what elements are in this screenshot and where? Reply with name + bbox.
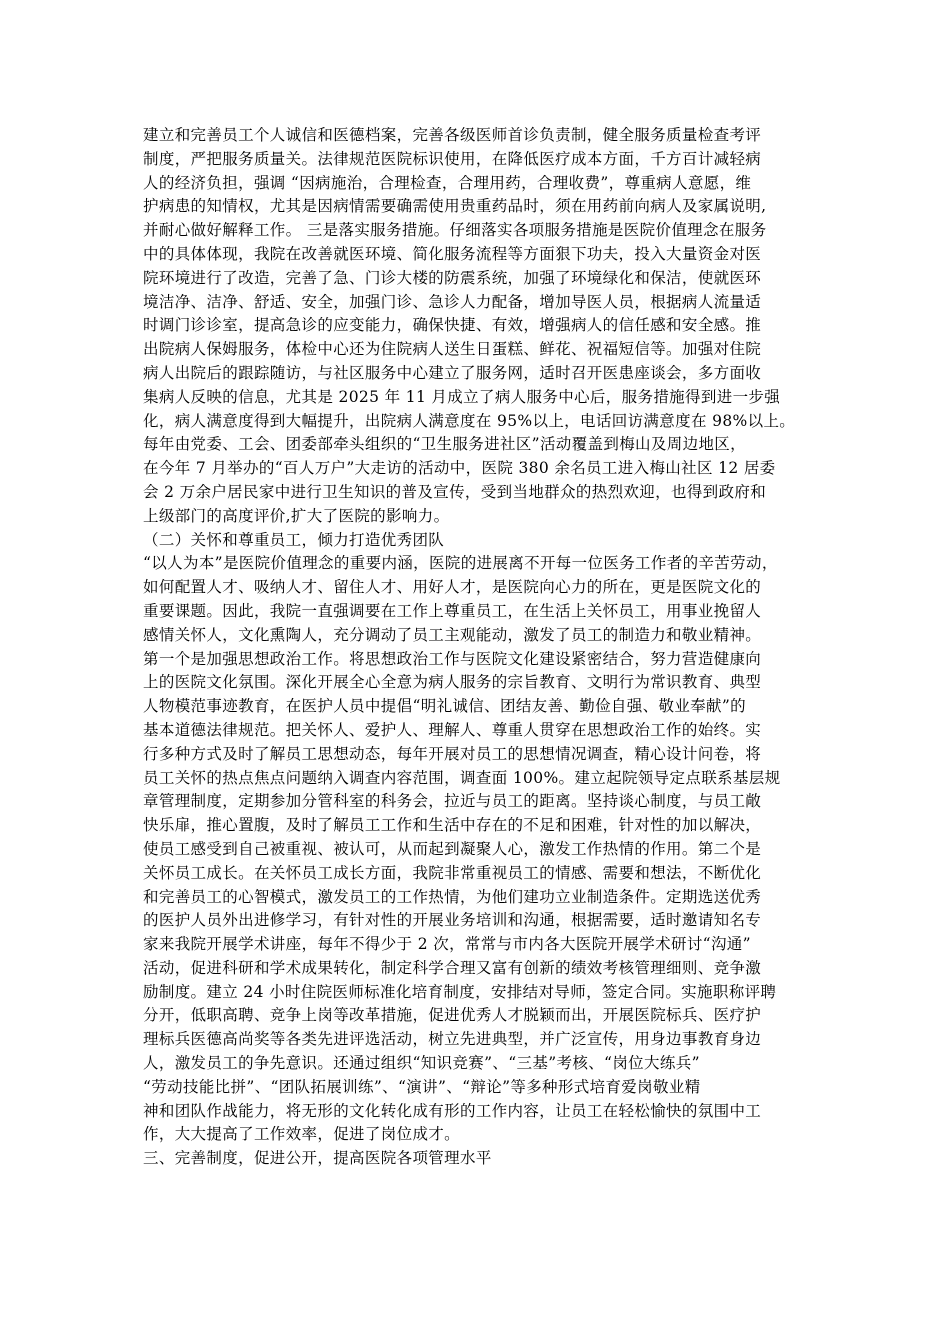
text-line: 第一个是加强思想政治工作。将思想政治工作与医院文化建设紧密结合，努力营造健康向 — [143, 649, 762, 668]
text-line: 集病人反映的信息，尤其是 2025 年 11 月成立了病人服务中心后，服务措施得到进一步强 — [143, 387, 781, 406]
text-line: 上的医院文化氛围。深化开展全心全意为病人服务的宗旨教育、文明行为常识教育、典型 — [143, 673, 762, 692]
text-line: 制度，严把服务质量关。法律规范医院标识使用，在降低医疗成本方面，千方百计减轻病 — [143, 149, 762, 168]
text-line: 人的经济负担，强调 “因病施治，合理检查，合理用药，合理收费”，尊重病人意愿，维 — [143, 173, 752, 192]
document-body — [143, 124, 823, 1171]
text-line: 会 2 万余户居民家中进行卫生知识的普及宣传，受到当地群众的热烈欢迎，也得到政府和 — [143, 482, 767, 501]
text-line: 上级部门的高度评价,扩大了医院的影响力。 — [143, 506, 450, 525]
text-line: 和完善员工的心智模式，激发员工的工作热情，为他们建功立业制造条件。定期选送优秀 — [143, 887, 762, 906]
text-line: 院环境进行了改造，完善了急、门诊大楼的防震系统，加强了环境绿化和保洁，使就医环 — [143, 268, 762, 287]
text-line: 励制度。建立 24 小时住院医师标准化培育制度，安排结对导师，签定合同。实施职称评聘 — [143, 982, 777, 1001]
text-line: 分开，低职高聘、竞争上岗等改革措施，促进优秀人才脱颖而出，开展医院标兵、医疗护 — [143, 1006, 762, 1025]
text-line: 人，激发员工的争先意识。还通过组织“知识竞赛”、“三基”考核、“岗位大练兵” — [143, 1054, 700, 1073]
text-line: 护病患的知情权，尤其是因病情需要确需使用贵重药品时，须在用药前向病人及家属说明, — [143, 197, 767, 216]
text-line: 员工关怀的热点焦点问题纳入调查内容范围，调查面 100%。建立起院领导定点联系基层规 — [143, 768, 781, 787]
text-line: 化，病人满意度得到大幅提升，出院病人满意度在 95%以上，电话回访满意度在 98%以上。 — [143, 411, 796, 430]
text-line: 章管理制度，定期参加分管科室的科务会，拉近与员工的距离。坚持谈心制度，与员工敞 — [143, 792, 762, 811]
text-line: 并耐心做好解释工作。 三是落实服务措施。仔细落实各项服务措施是医院价值理念在服务 — [143, 221, 767, 240]
text-line: “以人为本”是医院价值理念的重要内涵，医院的进展离不开每一位医务工作者的辛苦劳动， — [143, 554, 778, 573]
text-line: 基本道德法律规范。把关怀人、爱护人、理解人、尊重人贯穿在思想政治工作的始终。实 — [143, 720, 762, 739]
text-line: 神和团队作战能力，将无形的文化转化成有形的工作内容，让员工在轻松愉快的氛围中工 — [143, 1101, 762, 1120]
section-heading: （二）关怀和尊重员工，倾力打造优秀团队 — [143, 530, 445, 549]
text-line: 在今年 7 月举办的“百人万户”大走访的活动中，医院 380 余名员工进入梅山社区 12 居委 — [143, 459, 776, 478]
text-line: 人物模范事迹教育，在医护人员中提倡“明礼诚信、团结友善、勤俭自强、敬业奉献”的 — [143, 697, 747, 716]
text-line: 快乐扉，推心置腹，及时了解员工工作和生活中存在的不足和困难，针对性的加以解决， — [143, 816, 762, 835]
text-line: 活动，促进科研和学术成果转化，制定科学合理又富有创新的绩效考核管理细则、竞争激 — [143, 958, 762, 977]
text-line: 重要课题。因此，我院一直强调要在工作上尊重员工，在生活上关怀员工，用事业挽留人 — [143, 601, 762, 620]
text-line: 时调门诊诊室，提高急诊的应变能力，确保快捷、有效，增强病人的信任感和安全感。推 — [143, 316, 762, 335]
text-line: 中的具体体现，我院在改善就医环境、简化服务流程等方面狠下功夫，投入大量资金对医 — [143, 244, 762, 263]
text-line: 家来我院开展学术讲座，每年不得少于 2 次，常常与市内各大医院开展学术研讨“沟通” — [143, 935, 751, 954]
text-line: 感情关怀人，文化熏陶人，充分调动了员工主观能动，激发了员工的制造力和敬业精神。 — [143, 625, 762, 644]
text-line: 的医护人员外出进修学习，有针对性的开展业务培训和沟通，根据需要，适时邀请知名专 — [143, 911, 762, 930]
text-line: 病人出院后的跟踪随访，与社区服务中心建立了服务网，适时召开医患座谈会，多方面收 — [143, 363, 762, 382]
text-line: 使员工感受到自己被重视、被认可，从而起到凝聚人心，激发工作热情的作用。第二个是 — [143, 839, 762, 858]
text-line: 行多种方式及时了解员工思想动态，每年开展对员工的思想情况调查，精心设计问卷，将 — [143, 744, 762, 763]
text-line: 境洁净、洁净、舒适、安全，加强门诊、急诊人力配备，增加导医人员，根据病人流量适 — [143, 292, 762, 311]
section-heading: 三、完善制度，促进公开，提高医院各项管理水平 — [143, 1149, 492, 1168]
text-line: 建立和完善员工个人诚信和医德档案，完善各级医师首诊负责制，健全服务质量检查考评 — [143, 126, 762, 144]
text-line: 理标兵医德高尚奖等各类先进评选活动，树立先进典型，并广泛宣传，用身边事教育身边 — [143, 1030, 762, 1049]
text-line: “劳动技能比拼”、“团队拓展训练”、“演讲”、“辩论”等多种形式培育爱岗敬业精 — [143, 1077, 701, 1096]
text-line: 出院病人保姆服务，体检中心还为住院病人送生日蛋糕、鲜花、祝福短信等。加强对住院 — [143, 340, 762, 359]
text-line: 如何配置人才、吸纳人才、留住人才、用好人才，是医院向心力的所在，更是医院文化的 — [143, 578, 762, 597]
text-line: 关怀员工成长。在关怀员工成长方面，我院非常重视员工的情感、需要和想法，不断优化 — [143, 863, 762, 882]
text-line: 每年由党委、工会、团委部牵头组织的“卫生服务进社区”活动覆盖到梅山及周边地区， — [143, 435, 747, 454]
text-line: 作，大大提高了工作效率，促进了岗位成才。 — [143, 1125, 461, 1144]
